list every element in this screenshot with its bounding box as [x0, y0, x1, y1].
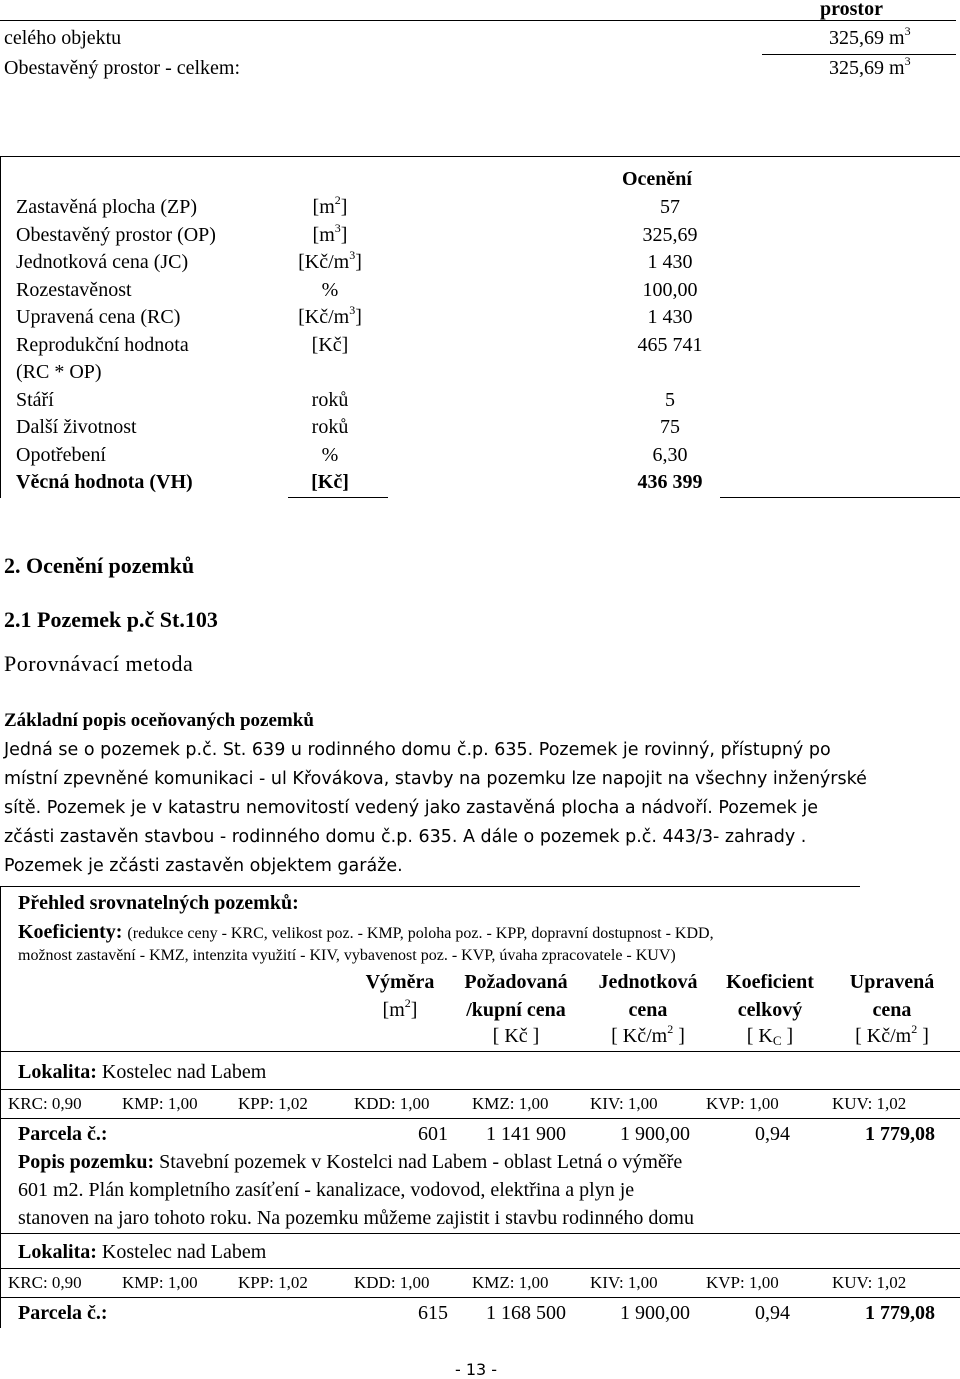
- parcel-label: Parcela č.:: [18, 1302, 108, 1324]
- col-asked-header-2: /kupní cena: [466, 999, 566, 1021]
- valuation-row: [0, 471, 960, 497]
- valuation-value: 325,69: [642, 223, 698, 246]
- valuation-row: [0, 444, 960, 470]
- coefficient-value: KDD: 1,00: [354, 1094, 430, 1113]
- coefficient-value: KMP: 1,00: [122, 1094, 198, 1113]
- valuation-unit: [Kč]: [311, 471, 349, 493]
- valuation-label: Zastavěná plocha (ZP): [16, 196, 198, 218]
- comparison-title: Přehled srovnatelných pozemků:: [18, 892, 299, 914]
- valuation-label: Další životnost: [16, 416, 137, 438]
- coefficient-value: KPP: 1,02: [238, 1094, 308, 1113]
- valuation-label: Opotřebení: [16, 443, 106, 466]
- col-coef-header: Koeficient: [726, 971, 814, 993]
- top-row-value: 325,69 $m^3$: [829, 24, 911, 49]
- valuation-row: [0, 303, 960, 332]
- valuation-value: 1 430: [647, 306, 693, 328]
- valuation-value: 6,30: [652, 443, 688, 466]
- locality: Lokalita: Kostelec nad Labem: [18, 1241, 267, 1263]
- parcel-asked-price: 1 141 900: [486, 1123, 566, 1145]
- description-line: místní zpevněné komunikaci - ul Křovákova, stavby na pozemku lze napojit na všechny inženýrské: [4, 769, 867, 789]
- valuation-header: Ocenění: [622, 168, 692, 190]
- valuation-label: (RC * OP): [16, 361, 102, 383]
- valuation-value: 57: [660, 196, 680, 218]
- col-asked-header: Požadovaná: [464, 971, 568, 993]
- description-line: Pozemek je zčásti zastavěn objektem garáže.: [4, 856, 403, 876]
- valuation-value: 1 430: [647, 251, 693, 273]
- valuation-label: Obestavěný prostor (OP): [16, 223, 216, 246]
- parcel-description: Popis pozemku: Stavební pozemek v Kostelci nad Labem - oblast Letná o výměře: [18, 1151, 683, 1173]
- valuation-unit: [Kč]: [311, 333, 349, 356]
- coefficient-value: KRC: 0,90: [8, 1094, 82, 1113]
- locality: Lokalita: Kostelec nad Labem: [18, 1061, 267, 1083]
- section-subheading: 2.1 Pozemek p.č St.103: [4, 607, 218, 632]
- coefficients-line: Koeficienty: (redukce ceny - KRC, velikost poz. - KMP, poloha poz. - KPP, dopravní dostupnost - KDD,: [18, 921, 714, 943]
- description-line: zčásti zastavěn stavbou - rodinného domu č.p. 635. A dále o pozemek p.č. 443/3- zahrady .: [4, 827, 807, 847]
- col-unit-header-2: cena: [628, 999, 668, 1021]
- valuation-row: [0, 389, 960, 415]
- valuation-value: 5: [665, 388, 675, 411]
- col-adj-header-2: cena: [872, 999, 912, 1021]
- valuation-label: Reprodukční hodnota: [16, 333, 189, 356]
- parcel-unit-price: 1 900,00: [620, 1302, 690, 1324]
- valuation-row: [0, 220, 960, 250]
- parcel-adjusted-price: 1 779,08: [865, 1123, 935, 1145]
- valuation-unit: %: [321, 278, 339, 301]
- parcel-area: 615: [418, 1302, 448, 1324]
- coefficient-value: KIV: 1,00: [590, 1273, 658, 1292]
- page-number: - 13 -: [455, 1360, 498, 1379]
- valuation-row: [0, 279, 960, 305]
- valuation-value: 100,00: [642, 278, 698, 301]
- section-heading: 2. Ocenění pozemků: [4, 553, 195, 578]
- valuation-label: Věcná hodnota (VH): [16, 471, 193, 493]
- parcel-asked-price: 1 168 500: [486, 1302, 566, 1324]
- parcel-unit-price: 1 900,00: [620, 1123, 690, 1145]
- valuation-row: [0, 248, 960, 277]
- coefficient-value: KVP: 1,00: [706, 1094, 779, 1113]
- valuation-row: [0, 193, 960, 222]
- coefficient-value: KIV: 1,00: [590, 1094, 658, 1113]
- top-row-label: celého objektu: [4, 27, 122, 49]
- valuation-unit: $[m^3]$: [312, 220, 348, 246]
- top-row-label: Obestavěný prostor - celkem:: [4, 57, 241, 79]
- parcel-description-line: stanoven na jaro tohoto roku. Na pozemku můžeme zajistit i stavbu rodinného domu: [18, 1207, 694, 1229]
- col-area-header: Výměra: [365, 971, 435, 993]
- col-adj-header: Upravená: [849, 971, 935, 993]
- parcel-coefficient: 0,94: [755, 1302, 790, 1324]
- valuation-row: [0, 361, 960, 387]
- coefficients-line-2: možnost zastavění - KMZ, intenzita využití - KIV, vybavenost poz. - KVP, úvaha zpracovatele - KUV): [18, 947, 676, 964]
- col-adj-unit: [ $Kč/m^2$ ]: [855, 1022, 929, 1047]
- coefficient-value: KDD: 1,00: [354, 1273, 430, 1292]
- parcel-label: Parcela č.:: [18, 1123, 108, 1145]
- valuation-unit: roků: [311, 388, 349, 411]
- col-unit-header: Jednotková: [598, 971, 698, 993]
- description-title: Základní popis oceňovaných pozemků: [4, 710, 314, 731]
- col-asked-unit: [ Kč ]: [492, 1025, 540, 1047]
- valuation-label: Rozestavěnost: [16, 278, 132, 301]
- parcel-adjusted-price: 1 779,08: [865, 1302, 935, 1324]
- parcel-coefficient: 0,94: [755, 1123, 790, 1145]
- col-coef-header-2: celkový: [737, 999, 803, 1021]
- col-coef-unit: [ $K_C$ ]: [746, 1025, 794, 1048]
- valuation-row: [0, 416, 960, 442]
- description-line: sítě. Pozemek je v katastru nemovitostí vedený jako zastavěná plocha a nádvoří. Pozemek je: [4, 798, 819, 818]
- coefficient-value: KVP: 1,00: [706, 1273, 779, 1292]
- valuation-value: 436 399: [637, 471, 703, 493]
- valuation-label: Jednotková cena (JC): [16, 251, 189, 273]
- valuation-row: [0, 334, 960, 360]
- valuation-value: 465 741: [637, 333, 703, 356]
- parcel-description-line: 601 m2. Plán kompletního zasíťení - kanalizace, vodovod, elektřina a plyn je: [18, 1179, 635, 1201]
- coefficient-value: KRC: 0,90: [8, 1273, 82, 1292]
- valuation-unit: roků: [311, 416, 349, 438]
- coefficient-value: KUV: 1,02: [832, 1094, 907, 1113]
- valuation-unit: $[m^2]$: [312, 193, 348, 218]
- top-header-prostor: prostor: [820, 0, 883, 20]
- coefficient-value: KMZ: 1,00: [472, 1094, 549, 1113]
- valuation-value: 75: [660, 416, 680, 438]
- col-unit-unit: [ $Kč/m^2$ ]: [611, 1022, 685, 1047]
- parcel-area: 601: [418, 1123, 448, 1145]
- coefficient-value: KUV: 1,02: [832, 1273, 907, 1292]
- valuation-unit: %: [321, 443, 339, 466]
- coefficient-value: KMZ: 1,00: [472, 1273, 549, 1292]
- coefficient-value: KPP: 1,02: [238, 1273, 308, 1292]
- description-line: Jedná se o pozemek p.č. St. 639 u rodinného domu č.p. 635. Pozemek je rovinný, přístupný po: [4, 740, 831, 760]
- method-title: Porovnávací metoda: [4, 651, 194, 676]
- valuation-unit: $[Kč/m^3]$: [298, 303, 362, 328]
- valuation-unit: $[Kč/m^3]$: [298, 248, 362, 273]
- col-area-unit: $[m^2]$: [382, 996, 418, 1021]
- valuation-label: Upravená cena (RC): [16, 306, 181, 328]
- coefficient-value: KMP: 1,00: [122, 1273, 198, 1292]
- top-row-value: 325,69 $m^3$: [829, 54, 911, 79]
- valuation-label: Stáří: [16, 388, 54, 411]
